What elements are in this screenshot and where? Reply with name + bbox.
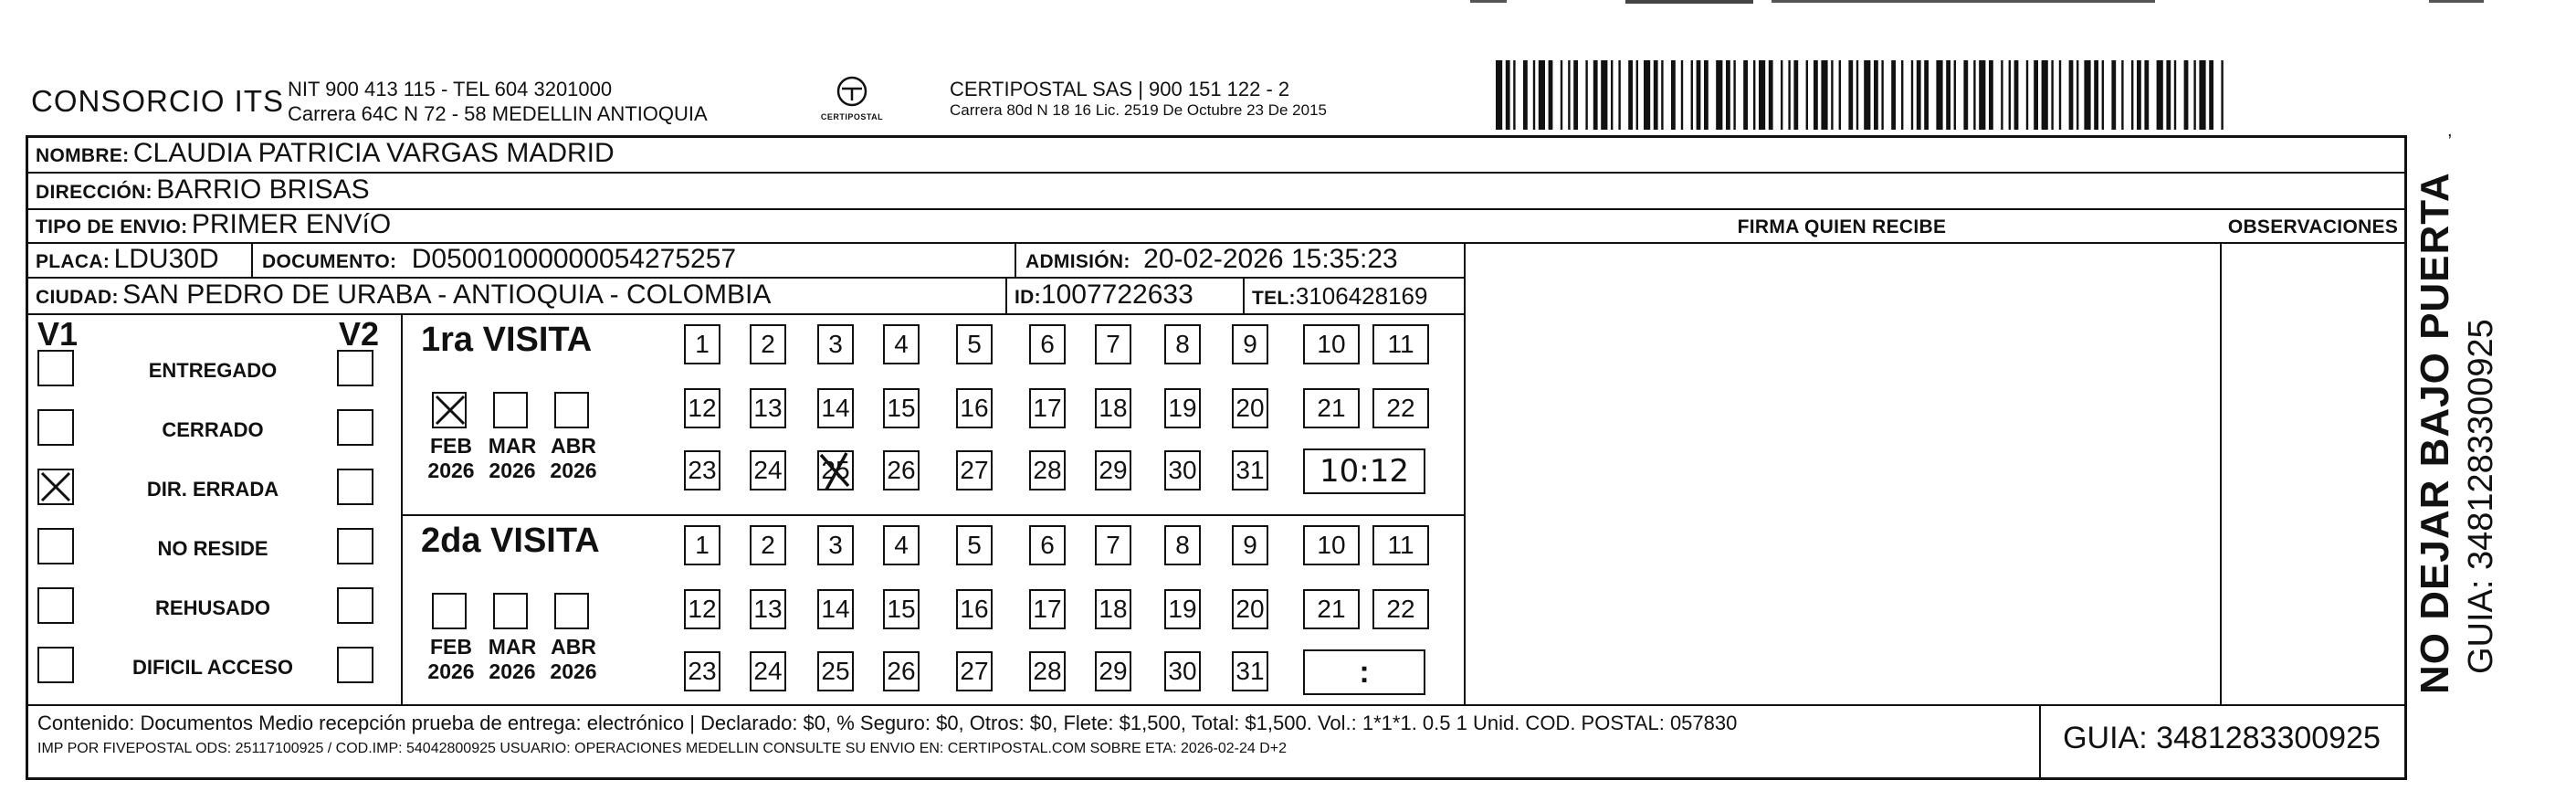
direccion-label: DIRECCIÓN: — [36, 182, 152, 203]
day-box[interactable]: 25 — [817, 450, 854, 490]
barcode-bar — [2094, 60, 2098, 130]
barcode-bar — [1973, 60, 1975, 130]
day-box[interactable]: 12 — [684, 589, 720, 629]
ciudad-value: SAN PEDRO DE URABA - ANTIOQUIA - COLOMBIA — [122, 279, 772, 310]
barcode-bar — [1821, 60, 1827, 130]
barcode-bar — [1881, 60, 1883, 130]
barcode-bar — [1979, 60, 1985, 130]
barcode-bar — [2209, 60, 2213, 130]
month-label — [482, 434, 542, 483]
courier-logo — [815, 73, 888, 121]
barcode-bar — [1864, 60, 1870, 130]
barcode-bar — [1644, 60, 1650, 130]
documento-value: D05001000000054275257 — [411, 244, 737, 274]
barcode-bar — [1788, 60, 1790, 130]
day-box[interactable]: 11 — [1372, 324, 1429, 364]
barcode-bar — [1946, 60, 1950, 130]
day-box[interactable]: 29 — [1095, 450, 1131, 490]
status-v2-checkbox[interactable] — [337, 528, 373, 564]
day-box[interactable]: 26 — [883, 651, 920, 691]
footer-guia: GUIA: 3481283300925 — [2063, 721, 2381, 755]
barcode-bar — [1839, 60, 1841, 130]
month-name: FEB — [430, 635, 472, 659]
barcode-bar — [1936, 60, 1942, 130]
status-v2-checkbox[interactable] — [337, 647, 373, 683]
barcode-bar — [1513, 60, 1515, 130]
barcode-bar — [1743, 60, 1748, 130]
company-name: CONSORCIO ITS — [31, 84, 285, 118]
barcode-bar — [1628, 60, 1633, 130]
day-box[interactable]: 31 — [1232, 450, 1268, 490]
barcode-bar — [1917, 60, 1921, 130]
day-box[interactable]: 10 — [1303, 324, 1360, 364]
status-v2-checkbox[interactable] — [337, 587, 373, 624]
id-value: 1007722633 — [1040, 279, 1193, 310]
month-name: MAR — [488, 434, 537, 458]
barcode-bar — [1733, 60, 1735, 130]
day-box[interactable]: 4 — [883, 324, 920, 364]
day-box[interactable]: 29 — [1095, 651, 1131, 691]
day-box[interactable]: 16 — [956, 589, 993, 629]
barcode-bar — [1506, 60, 1510, 130]
barcode-bar — [1954, 60, 1956, 130]
day-box[interactable]: 18 — [1095, 589, 1131, 629]
month-label — [543, 434, 604, 483]
status-v1-checkbox[interactable] — [37, 528, 74, 564]
barcode-bar — [2042, 60, 2048, 130]
barcode-bar — [1681, 60, 1683, 130]
day-box[interactable]: 28 — [1029, 651, 1066, 691]
month-label — [482, 635, 542, 684]
tel-label: TEL: — [1252, 288, 1296, 309]
barcode-bar — [2166, 60, 2171, 130]
admision-value: 20-02-2026 15:35:23 — [1143, 244, 1398, 274]
day-box[interactable]: 4 — [883, 525, 920, 565]
barcode-bar — [1963, 60, 1968, 130]
courier-info — [950, 77, 1327, 120]
barcode-bar — [2059, 60, 2061, 130]
month-name: ABR — [551, 635, 596, 659]
id-label: ID: — [1015, 287, 1041, 308]
courier-logo-text: CERTIPOSTAL — [820, 112, 884, 121]
barcode-bar — [1704, 60, 1709, 130]
barcode-bar — [1831, 60, 1833, 130]
barcode-bar — [2174, 60, 2176, 130]
direccion-value: BARRIO BRISAS — [156, 174, 370, 205]
barcode-bar — [2077, 60, 2078, 130]
placa-value: LDU30D — [113, 244, 219, 274]
barcode-bar — [2102, 60, 2104, 130]
nombre-value: CLAUDIA PATRICIA VARGAS MADRID — [132, 138, 615, 168]
day-box[interactable]: 2 — [750, 324, 786, 364]
barcode-bar — [2034, 60, 2038, 130]
status-label: REHUSADO — [155, 596, 270, 619]
day-box[interactable]: 9 — [1232, 525, 1268, 565]
status-v2-checkbox[interactable] — [337, 350, 373, 386]
courier-logo-icon — [834, 73, 870, 110]
day-box[interactable]: 25 — [817, 651, 854, 691]
day-box[interactable]: 27 — [956, 450, 993, 490]
barcode-bar — [1759, 60, 1765, 130]
barcode-bar — [2121, 60, 2123, 130]
month-label — [543, 635, 604, 684]
company-nit: NIT 900 413 115 - TEL 604 3201000 — [288, 78, 613, 100]
barcode-bar — [1891, 60, 1896, 130]
month-checkbox-mar[interactable] — [493, 593, 528, 629]
shipment-form — [26, 135, 2407, 780]
status-label: DIFICIL ACCESO — [131, 656, 293, 679]
barcode-bar — [2193, 60, 2195, 130]
observaciones-header: OBSERVACIONES — [2227, 216, 2399, 237]
day-box[interactable]: 22 — [1372, 589, 1429, 629]
status-v2-checkbox[interactable] — [337, 469, 373, 505]
barcode-bar — [2199, 60, 2205, 130]
day-box[interactable]: 5 — [956, 324, 993, 364]
barcode-bar — [1911, 60, 1913, 130]
day-box[interactable]: 20 — [1232, 589, 1268, 629]
day-box[interactable]: 3 — [817, 324, 854, 364]
side-guia: GUIA: 3481283300925 — [2462, 319, 2500, 674]
barcode-bar — [1716, 60, 1722, 130]
barcode-bar — [1561, 60, 1562, 130]
barcode-bar — [1585, 60, 1587, 130]
barcode-bar — [1753, 60, 1755, 130]
day-box[interactable]: 23 — [684, 651, 720, 691]
visit-time[interactable]: 10:12 — [1303, 448, 1425, 494]
barcode-bar — [2026, 60, 2028, 130]
barcode-bar — [1989, 60, 1993, 130]
month-checkbox-feb[interactable] — [432, 392, 467, 428]
v1-header: V1 — [37, 315, 79, 353]
day-box[interactable]: 13 — [750, 388, 786, 428]
month-year: 2026 — [427, 459, 475, 482]
month-checkbox-abr[interactable] — [554, 392, 589, 428]
day-box[interactable]: 21 — [1303, 388, 1360, 428]
barcode-bar — [1654, 60, 1658, 130]
day-box[interactable]: 26 — [883, 450, 920, 490]
day-box[interactable]: 7 — [1095, 324, 1131, 364]
day-box[interactable]: 10 — [1303, 525, 1360, 565]
day-box[interactable]: 18 — [1095, 388, 1131, 428]
visit-title: 2da VISITA — [421, 522, 600, 560]
month-checkbox-feb[interactable] — [432, 593, 467, 629]
barcode-bar — [2137, 60, 2141, 130]
courier-name: CERTIPOSTAL SAS | 900 151 122 - 2 — [950, 78, 1290, 100]
day-box[interactable]: 20 — [1232, 388, 1268, 428]
day-box[interactable]: 7 — [1095, 525, 1131, 565]
day-box[interactable]: 17 — [1029, 589, 1066, 629]
day-box[interactable]: 2 — [750, 525, 786, 565]
day-box[interactable]: 15 — [883, 388, 920, 428]
day-box[interactable]: 24 — [750, 651, 786, 691]
month-year: 2026 — [489, 459, 536, 482]
day-box[interactable]: 27 — [956, 651, 993, 691]
barcode-bar — [2084, 60, 2090, 130]
barcode-bar — [1769, 60, 1773, 130]
day-box[interactable]: 31 — [1232, 651, 1268, 691]
day-box[interactable]: 1 — [684, 324, 720, 364]
status-v2-checkbox[interactable] — [337, 409, 373, 446]
barcode-bar — [2144, 60, 2149, 130]
barcode-bar — [2051, 60, 2053, 130]
month-label — [421, 434, 481, 483]
tel-value: 3106428169 — [1295, 282, 1428, 310]
barcode-bar — [1523, 60, 1528, 130]
barcode-bar — [1611, 60, 1613, 130]
status-label: NO RESIDE — [157, 537, 268, 560]
barcode-bar — [2069, 60, 2074, 130]
tipo-envio-label: TIPO DE ENVIO: — [36, 216, 188, 237]
day-box[interactable]: 1 — [684, 525, 720, 565]
barcode-bar — [1781, 60, 1782, 130]
barcode-bar — [1793, 60, 1798, 130]
status-label: DIR. ERRADA — [146, 478, 279, 501]
day-box[interactable]: 11 — [1372, 525, 1429, 565]
no-dejar-bajo-puerta: NO DEJAR BAJO PUERTA — [2413, 172, 2457, 694]
status-v1-checkbox[interactable] — [37, 350, 74, 386]
barcode-bar — [1568, 60, 1570, 130]
footer-print-info: IMP POR FIVEPOSTAL ODS: 25117100925 / COD.IMP: 54042800925 USUARIO: OPERACIONES MEDELLIN CONSULTE SU ENVIO EN: CERTIPOSTAL.COM SOBRE ETA: 2026-02-24 D+2 — [37, 741, 1288, 756]
footer-content: Contenido: Documentos Medio recepción prueba de entrega: electrónico | Declarado: $0, % Seguro: $0, Otros: $0, Flete: $1,500, Total: $1,500. Vol.: 1*1*1. 0.5 1 Unid. COD. POSTAL: 057830 — [37, 712, 1738, 734]
month-name: FEB — [430, 434, 472, 458]
barcode — [1496, 60, 2226, 130]
barcode-bar — [1549, 60, 1553, 130]
month-name: ABR — [551, 434, 596, 458]
day-box[interactable]: 12 — [684, 388, 720, 428]
barcode-bar — [2184, 60, 2189, 130]
month-year: 2026 — [550, 659, 597, 683]
barcode-bar — [1671, 60, 1676, 130]
month-checkbox-abr[interactable] — [554, 593, 589, 629]
tipo-envio-value: PRIMER ENVíO — [191, 209, 392, 239]
barcode-bar — [1691, 60, 1693, 130]
barcode-bar — [2001, 60, 2003, 130]
month-name: MAR — [488, 635, 537, 659]
barcode-bar — [1496, 60, 1502, 130]
day-box[interactable]: 17 — [1029, 388, 1066, 428]
day-box[interactable]: 30 — [1164, 651, 1201, 691]
month-year: 2026 — [489, 659, 536, 683]
barcode-bar — [1726, 60, 1730, 130]
barcode-bar — [2131, 60, 2133, 130]
status-v1-checkbox[interactable] — [37, 587, 74, 624]
company-address: Carrera 64C N 72 - 58 MEDELLIN ANTIOQUIA — [288, 102, 708, 125]
barcode-bar — [1573, 60, 1578, 130]
day-box[interactable]: 6 — [1029, 525, 1066, 565]
day-box[interactable]: 22 — [1372, 388, 1429, 428]
status-label: CERRADO — [162, 418, 264, 441]
month-year: 2026 — [550, 459, 597, 482]
barcode-bar — [1697, 60, 1701, 130]
company-info — [288, 77, 708, 126]
month-year: 2026 — [427, 659, 475, 683]
placa-label: PLACA: — [36, 251, 110, 272]
day-box[interactable]: 28 — [1029, 450, 1066, 490]
day-box[interactable]: 9 — [1232, 324, 1268, 364]
day-box[interactable]: 13 — [750, 589, 786, 629]
barcode-bar — [1806, 60, 1808, 130]
barcode-bar — [1601, 60, 1607, 130]
day-box[interactable]: 8 — [1164, 324, 1201, 364]
courier-address: Carrera 80d N 18 16 Lic. 2519 De Octubre 23 De 2015 — [950, 101, 1327, 119]
day-box[interactable]: 6 — [1029, 324, 1066, 364]
barcode-bar — [1539, 60, 1545, 130]
barcode-bar — [1874, 60, 1878, 130]
day-box[interactable]: 3 — [817, 525, 854, 565]
top-barcode-strip — [1443, 0, 2539, 5]
day-box[interactable]: 15 — [883, 589, 920, 629]
day-box[interactable]: 24 — [750, 450, 786, 490]
ciudad-label: CIUDAD: — [36, 287, 119, 308]
barcode-bar — [1848, 60, 1853, 130]
barcode-bar — [2221, 60, 2223, 130]
day-box[interactable]: 23 — [684, 450, 720, 490]
day-box[interactable]: 5 — [956, 525, 993, 565]
nombre-label: NOMBRE: — [36, 145, 130, 166]
day-box[interactable]: 14 — [817, 589, 854, 629]
admision-label: ADMISIÓN: — [1025, 251, 1130, 272]
barcode-bar — [2009, 60, 2011, 130]
barcode-bar — [1856, 60, 1858, 130]
status-v1-checkbox[interactable] — [37, 409, 74, 446]
barcode-bar — [1924, 60, 1929, 130]
firma-header: FIRMA QUIEN RECIBE — [1737, 216, 1947, 237]
day-box[interactable]: 30 — [1164, 450, 1201, 490]
visit-title: 1ra VISITA — [421, 321, 593, 359]
status-v1-checkbox[interactable] — [37, 469, 74, 505]
documento-label: DOCUMENTO: — [262, 251, 397, 272]
month-checkbox-mar[interactable] — [493, 392, 528, 428]
day-box[interactable]: 21 — [1303, 589, 1360, 629]
status-v1-checkbox[interactable] — [37, 647, 74, 683]
barcode-bar — [2157, 60, 2163, 130]
day-box[interactable]: 19 — [1164, 589, 1201, 629]
barcode-bar — [1533, 60, 1535, 130]
day-box[interactable]: 19 — [1164, 388, 1201, 428]
v2-header: V2 — [339, 315, 380, 353]
side-mark: , — [2447, 121, 2453, 141]
barcode-bar — [1618, 60, 1620, 130]
day-box[interactable]: 8 — [1164, 525, 1201, 565]
barcode-bar — [1636, 60, 1638, 130]
month-label — [421, 635, 481, 684]
day-box[interactable]: 14 — [817, 388, 854, 428]
status-label: ENTREGADO — [148, 359, 278, 382]
barcode-bar — [1901, 60, 1903, 130]
barcode-bar — [2111, 60, 2116, 130]
barcode-bar — [1593, 60, 1598, 130]
barcode-bar — [1814, 60, 1818, 130]
day-box[interactable]: 16 — [956, 388, 993, 428]
visit-time[interactable]: : — [1303, 649, 1425, 695]
barcode-bar — [1661, 60, 1663, 130]
barcode-bar — [2014, 60, 2019, 130]
